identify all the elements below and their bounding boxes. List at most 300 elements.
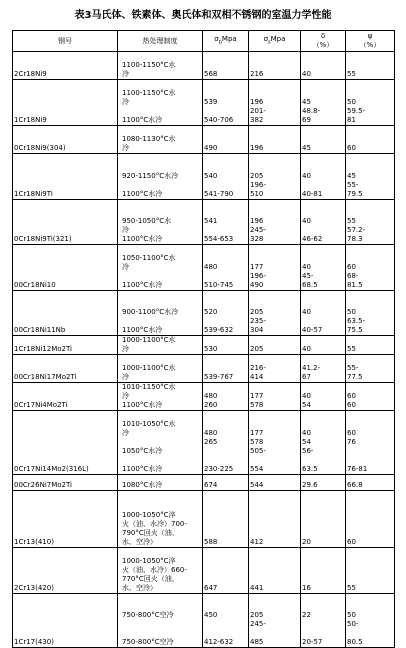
value-line: 40	[302, 263, 311, 271]
table-body	[13, 52, 395, 648]
value-line	[347, 511, 393, 520]
value-line	[302, 420, 344, 429]
value-line	[204, 447, 247, 456]
value-line: 67	[302, 373, 311, 381]
value-line	[204, 61, 247, 70]
value-line: 328	[250, 235, 264, 243]
value-line	[204, 557, 247, 566]
treatment-line: 冷	[122, 226, 129, 234]
steel-grade-cell: 00Cr18Ni11Nb	[13, 291, 118, 336]
treatment-line: 水、空冷）	[122, 538, 157, 546]
value-line: 50	[347, 98, 356, 106]
yield-strength-cell	[249, 411, 301, 475]
value-line	[204, 163, 247, 172]
header-treatment: 热处理制度	[118, 31, 203, 52]
treatment-line: 1100°C水冷	[122, 116, 163, 124]
table-row	[13, 383, 395, 411]
reduction-area-cell	[346, 126, 395, 154]
treatment-line: 火（油、水冷）700-	[122, 520, 187, 528]
value-line	[250, 566, 299, 575]
treatment-line: 1050°C水冷	[122, 447, 163, 455]
treatment-line: 冷	[122, 144, 129, 152]
value-line	[250, 420, 299, 429]
value-line	[302, 163, 344, 172]
value-line: 510	[250, 190, 264, 198]
value-line	[204, 135, 247, 144]
value-line: 205	[250, 611, 264, 619]
value-line	[204, 181, 247, 190]
value-line: 554-653	[204, 235, 234, 243]
treatment-line	[119, 629, 201, 638]
value-line	[250, 456, 299, 465]
value-line: 55	[347, 345, 356, 353]
value-line	[204, 529, 247, 538]
value-line: 520	[204, 308, 218, 316]
heat-treatment-cell	[118, 245, 203, 291]
heat-treatment-cell	[118, 80, 203, 126]
value-line: 22	[302, 611, 311, 619]
tensile-strength-cell	[203, 52, 249, 80]
reduction-area-cell	[346, 291, 395, 336]
value-line	[250, 89, 299, 98]
value-line	[302, 135, 344, 144]
steel-grade-cell: 00Cr18Ni17Mo2Ti	[13, 355, 118, 383]
heat-treatment-cell	[118, 291, 203, 336]
treatment-line: 1100-1150°C水	[122, 61, 176, 69]
value-line: 54	[302, 401, 311, 409]
treatment-line: 1050-1100°C水	[122, 254, 176, 262]
steel-grade-cell: 00Cr26Ni7Mo2Ti	[13, 475, 118, 491]
value-line: 40-81	[302, 190, 323, 198]
elongation-cell	[301, 291, 346, 336]
value-line: 63.5	[302, 465, 318, 473]
treatment-line	[119, 107, 201, 116]
table-row	[13, 491, 395, 548]
value-line: 69	[302, 116, 311, 124]
value-line: 40	[302, 172, 311, 180]
steel-grade-cell: 2Cr18Ni9	[13, 52, 118, 80]
value-line	[302, 629, 344, 638]
value-line: 45	[302, 98, 311, 106]
treatment-line: 950-1050°C水	[122, 217, 172, 225]
value-line	[347, 163, 393, 172]
value-line	[250, 336, 299, 345]
value-line	[204, 575, 247, 584]
value-line	[347, 529, 393, 538]
value-line	[250, 575, 299, 584]
value-line: 540-706	[204, 116, 234, 124]
value-line	[302, 520, 344, 529]
treatment-line: 1010-1050°C水	[122, 420, 176, 428]
elongation-cell	[301, 355, 346, 383]
value-line	[204, 620, 247, 629]
treatment-line: 900-1100°C水冷	[122, 308, 179, 316]
treatment-line: 770°C回火（油、	[122, 575, 179, 583]
tensile-strength-cell	[203, 126, 249, 154]
value-line	[204, 602, 247, 611]
value-line	[204, 629, 247, 638]
table-row	[13, 291, 395, 336]
elongation-cell	[301, 336, 346, 355]
tensile-strength-cell	[203, 475, 249, 491]
value-line: 66.8	[347, 481, 363, 489]
treatment-line: 1080°C水冷	[122, 481, 163, 489]
table-header-row	[13, 31, 395, 52]
value-line: 60	[347, 263, 356, 271]
value-line	[347, 52, 393, 61]
value-line: 480	[204, 429, 218, 437]
treatment-line	[119, 355, 201, 364]
treatment-line: 冷	[122, 392, 129, 400]
value-line	[204, 89, 247, 98]
value-line: 382	[250, 116, 264, 124]
value-line: 55-	[347, 364, 359, 372]
tensile-strength-cell	[203, 355, 249, 383]
treatment-line	[119, 163, 201, 172]
value-line: 56-	[302, 447, 314, 455]
value-line	[302, 355, 344, 364]
tensile-strength-cell	[203, 548, 249, 594]
treatment-line: 1100°C水冷	[122, 465, 163, 473]
yield-strength-cell	[249, 126, 301, 154]
value-line	[204, 364, 247, 373]
value-line	[302, 566, 344, 575]
heat-treatment-cell	[118, 383, 203, 411]
steel-grade-cell: 00Cr18Ni10	[13, 245, 118, 291]
value-line	[302, 89, 344, 98]
reduction-area-cell	[346, 475, 395, 491]
treatment-line	[119, 438, 201, 447]
value-line	[302, 511, 344, 520]
table-row	[13, 475, 395, 491]
value-line: 40	[302, 392, 311, 400]
value-line: 60	[347, 392, 356, 400]
value-line	[347, 566, 393, 575]
value-line	[302, 181, 344, 190]
table-row	[13, 154, 395, 200]
treatment-line: 1100°C水冷	[122, 190, 163, 198]
value-line: 48.8-	[302, 107, 321, 115]
value-line	[302, 299, 344, 308]
value-line: 63.5-	[347, 317, 366, 325]
yield-strength-cell	[249, 291, 301, 336]
treatment-line	[119, 602, 201, 611]
tensile-strength-cell	[203, 200, 249, 245]
tensile-strength-cell	[203, 291, 249, 336]
steel-grade-cell: 2Cr13(420)	[13, 548, 118, 594]
elongation-cell	[301, 245, 346, 291]
treatment-line: 冷	[122, 345, 129, 353]
value-line	[204, 272, 247, 281]
heat-treatment-cell	[118, 491, 203, 548]
value-line	[204, 126, 247, 135]
elongation-cell	[301, 200, 346, 245]
value-line: 196-	[250, 272, 266, 280]
reduction-area-cell	[346, 52, 395, 80]
treatment-line: 1000-1100°C水	[122, 364, 176, 372]
heat-treatment-cell	[118, 475, 203, 491]
value-line: 485	[250, 638, 264, 646]
yield-strength-cell	[249, 245, 301, 291]
treatment-line: 冷	[122, 98, 129, 106]
value-line: 60	[347, 401, 356, 409]
value-line: 75.5	[347, 326, 363, 334]
tensile-strength-cell	[203, 154, 249, 200]
value-line: 235-	[250, 317, 266, 325]
header-sigma-b: $\sigma_bMpa$	[203, 31, 249, 52]
value-line	[204, 299, 247, 308]
value-line	[302, 226, 344, 235]
yield-strength-cell	[249, 594, 301, 648]
value-line	[204, 456, 247, 465]
heat-treatment-cell	[118, 411, 203, 475]
value-line	[204, 317, 247, 326]
value-line	[347, 420, 393, 429]
heat-treatment-cell	[118, 52, 203, 80]
value-line: 40	[302, 217, 311, 225]
heat-treatment-cell	[118, 200, 203, 245]
value-line	[250, 602, 299, 611]
reduction-area-cell	[346, 336, 395, 355]
value-line: 245-	[250, 620, 266, 628]
value-line	[204, 420, 247, 429]
value-line	[347, 629, 393, 638]
value-line: 196	[250, 98, 264, 106]
value-line	[250, 511, 299, 520]
table-row	[13, 126, 395, 154]
value-line: 490	[204, 144, 218, 152]
value-line	[347, 383, 393, 392]
value-line	[204, 355, 247, 364]
value-line: 55	[347, 217, 356, 225]
treatment-line: 750-800°C空冷	[122, 611, 174, 619]
value-line	[302, 456, 344, 465]
value-line: 177	[250, 263, 264, 271]
value-line: 50	[347, 611, 356, 619]
elongation-cell	[301, 80, 346, 126]
treatment-line	[119, 456, 201, 465]
value-line	[250, 163, 299, 172]
yield-strength-cell	[249, 80, 301, 126]
value-line	[250, 383, 299, 392]
treatment-line: 1080-1130°C水	[122, 135, 176, 143]
value-line: 45	[347, 172, 356, 180]
value-line: 205	[250, 308, 264, 316]
value-line	[302, 557, 344, 566]
tensile-strength-cell	[203, 594, 249, 648]
value-line	[204, 520, 247, 529]
table-row	[13, 411, 395, 475]
value-line: 77.5	[347, 373, 363, 381]
value-line: 205	[250, 172, 264, 180]
value-line	[347, 557, 393, 566]
value-line	[302, 620, 344, 629]
value-line	[347, 602, 393, 611]
value-line	[302, 336, 344, 345]
treatment-line: 水、空冷）	[122, 584, 157, 592]
value-line	[204, 52, 247, 61]
value-line	[250, 520, 299, 529]
elongation-cell	[301, 491, 346, 548]
table-row	[13, 336, 395, 355]
value-line	[302, 126, 344, 135]
steel-grade-cell: 1Cr18Ni9Ti	[13, 154, 118, 200]
value-line: 68-	[347, 272, 359, 280]
value-line	[250, 52, 299, 61]
value-line: 541	[204, 217, 218, 225]
value-line: 205	[250, 345, 264, 353]
value-line	[347, 520, 393, 529]
reduction-area-cell	[346, 245, 395, 291]
reduction-area-cell	[346, 491, 395, 548]
value-line	[347, 447, 393, 456]
tensile-strength-cell	[203, 245, 249, 291]
value-line	[204, 383, 247, 392]
reduction-area-cell	[346, 200, 395, 245]
document-title: 表3马氏体、铁素体、奥氏体和双相不锈钢的室温力学性能	[74, 10, 332, 21]
value-line: 46-62	[302, 235, 323, 243]
value-line: 265	[204, 438, 218, 446]
value-line: 441	[250, 584, 264, 592]
value-line	[347, 299, 393, 308]
value-line	[302, 575, 344, 584]
reduction-area-cell	[346, 411, 395, 475]
steel-grade-cell: 0Cr17Ni4Mo2Ti	[13, 383, 118, 411]
treatment-line	[119, 317, 201, 326]
value-line: 55	[347, 70, 356, 78]
value-line: 177	[250, 429, 264, 437]
value-line: 40	[302, 308, 311, 316]
treatment-line: 1100°C水冷	[122, 326, 163, 334]
table-row	[13, 355, 395, 383]
value-line: 177	[250, 392, 264, 400]
value-line	[250, 208, 299, 217]
reduction-area-cell	[346, 154, 395, 200]
treatment-line: 冷	[122, 263, 129, 271]
value-line	[250, 254, 299, 263]
value-line: 201-	[250, 107, 266, 115]
value-line: 578	[250, 401, 264, 409]
value-line: 80.5	[347, 638, 363, 646]
value-line: 505-	[250, 447, 266, 455]
value-line: 216	[250, 70, 264, 78]
yield-strength-cell	[249, 336, 301, 355]
table-row	[13, 200, 395, 245]
value-line: 540	[204, 172, 218, 180]
value-line: 57.2-	[347, 226, 366, 234]
heat-treatment-cell	[118, 336, 203, 355]
yield-strength-cell	[249, 548, 301, 594]
reduction-area-cell	[346, 80, 395, 126]
value-line: 41.2-	[302, 364, 321, 372]
value-line	[302, 602, 344, 611]
treatment-line: 冷	[122, 70, 129, 78]
value-line: 60	[347, 144, 356, 152]
tensile-strength-cell	[203, 491, 249, 548]
value-line: 55	[347, 584, 356, 592]
value-line	[302, 61, 344, 70]
steel-grade-cell: 1Cr18Ni12Mo2Ti	[13, 336, 118, 355]
header-sigma-s: $\sigma_sMpa$	[249, 31, 301, 52]
value-line: 304	[250, 326, 264, 334]
yield-strength-cell	[249, 475, 301, 491]
value-line: 412	[250, 538, 264, 546]
treatment-line: 1100°C水冷	[122, 235, 163, 243]
value-line	[250, 557, 299, 566]
value-line	[347, 575, 393, 584]
value-line: 588	[204, 538, 218, 546]
treatment-line: 790°C回火（油、	[122, 529, 179, 537]
value-line: 45-	[302, 272, 314, 280]
table-row	[13, 245, 395, 291]
value-line: 674	[204, 481, 218, 489]
value-line	[302, 383, 344, 392]
value-line: 50-	[347, 620, 359, 628]
value-line: 40	[302, 70, 311, 78]
value-line	[347, 456, 393, 465]
value-line: 647	[204, 584, 218, 592]
value-line	[347, 355, 393, 364]
header-delta: δ （%）	[301, 31, 346, 52]
heat-treatment-cell	[118, 548, 203, 594]
value-line	[302, 52, 344, 61]
value-line: 245-	[250, 226, 266, 234]
value-line: 81	[347, 116, 356, 124]
yield-strength-cell	[249, 383, 301, 411]
value-line: 20	[302, 538, 311, 546]
value-line	[347, 61, 393, 70]
treatment-line	[119, 181, 201, 190]
value-line: 29.6	[302, 481, 318, 489]
value-line	[250, 61, 299, 70]
value-line	[250, 299, 299, 308]
header-grade: 钢号	[13, 31, 118, 52]
value-line: 68.5	[302, 281, 318, 289]
value-line: 20-57	[302, 638, 323, 646]
steel-grade-cell: 1Cr18Ni9	[13, 80, 118, 126]
elongation-cell	[301, 154, 346, 200]
value-line	[302, 317, 344, 326]
value-line	[347, 135, 393, 144]
value-line: 568	[204, 70, 218, 78]
value-line: 196-	[250, 181, 266, 189]
value-line: 539	[204, 98, 218, 106]
steel-grade-cell: 0Cr18Ni9Ti(321)	[13, 200, 118, 245]
value-line: 79.5	[347, 190, 363, 198]
mechanical-properties-table	[12, 30, 395, 648]
steel-grade-cell: 0Cr17Ni14Mo2(316L)	[13, 411, 118, 475]
heat-treatment-cell	[118, 126, 203, 154]
treatment-line: 1010-1150°C水	[122, 383, 176, 391]
elongation-cell	[301, 475, 346, 491]
reduction-area-cell	[346, 594, 395, 648]
value-line	[204, 254, 247, 263]
value-line	[204, 208, 247, 217]
tensile-strength-cell	[203, 411, 249, 475]
value-line: 45	[302, 144, 311, 152]
value-line	[204, 511, 247, 520]
treatment-line: 冷	[122, 373, 129, 381]
value-line: 230-225	[204, 465, 234, 473]
value-line	[250, 355, 299, 364]
header-psi: ψ （%）	[346, 31, 395, 52]
value-line	[204, 107, 247, 116]
value-line: 450	[204, 611, 218, 619]
value-line: 539-632	[204, 326, 234, 334]
value-line	[302, 208, 344, 217]
value-line	[302, 529, 344, 538]
value-line: 16	[302, 584, 311, 592]
